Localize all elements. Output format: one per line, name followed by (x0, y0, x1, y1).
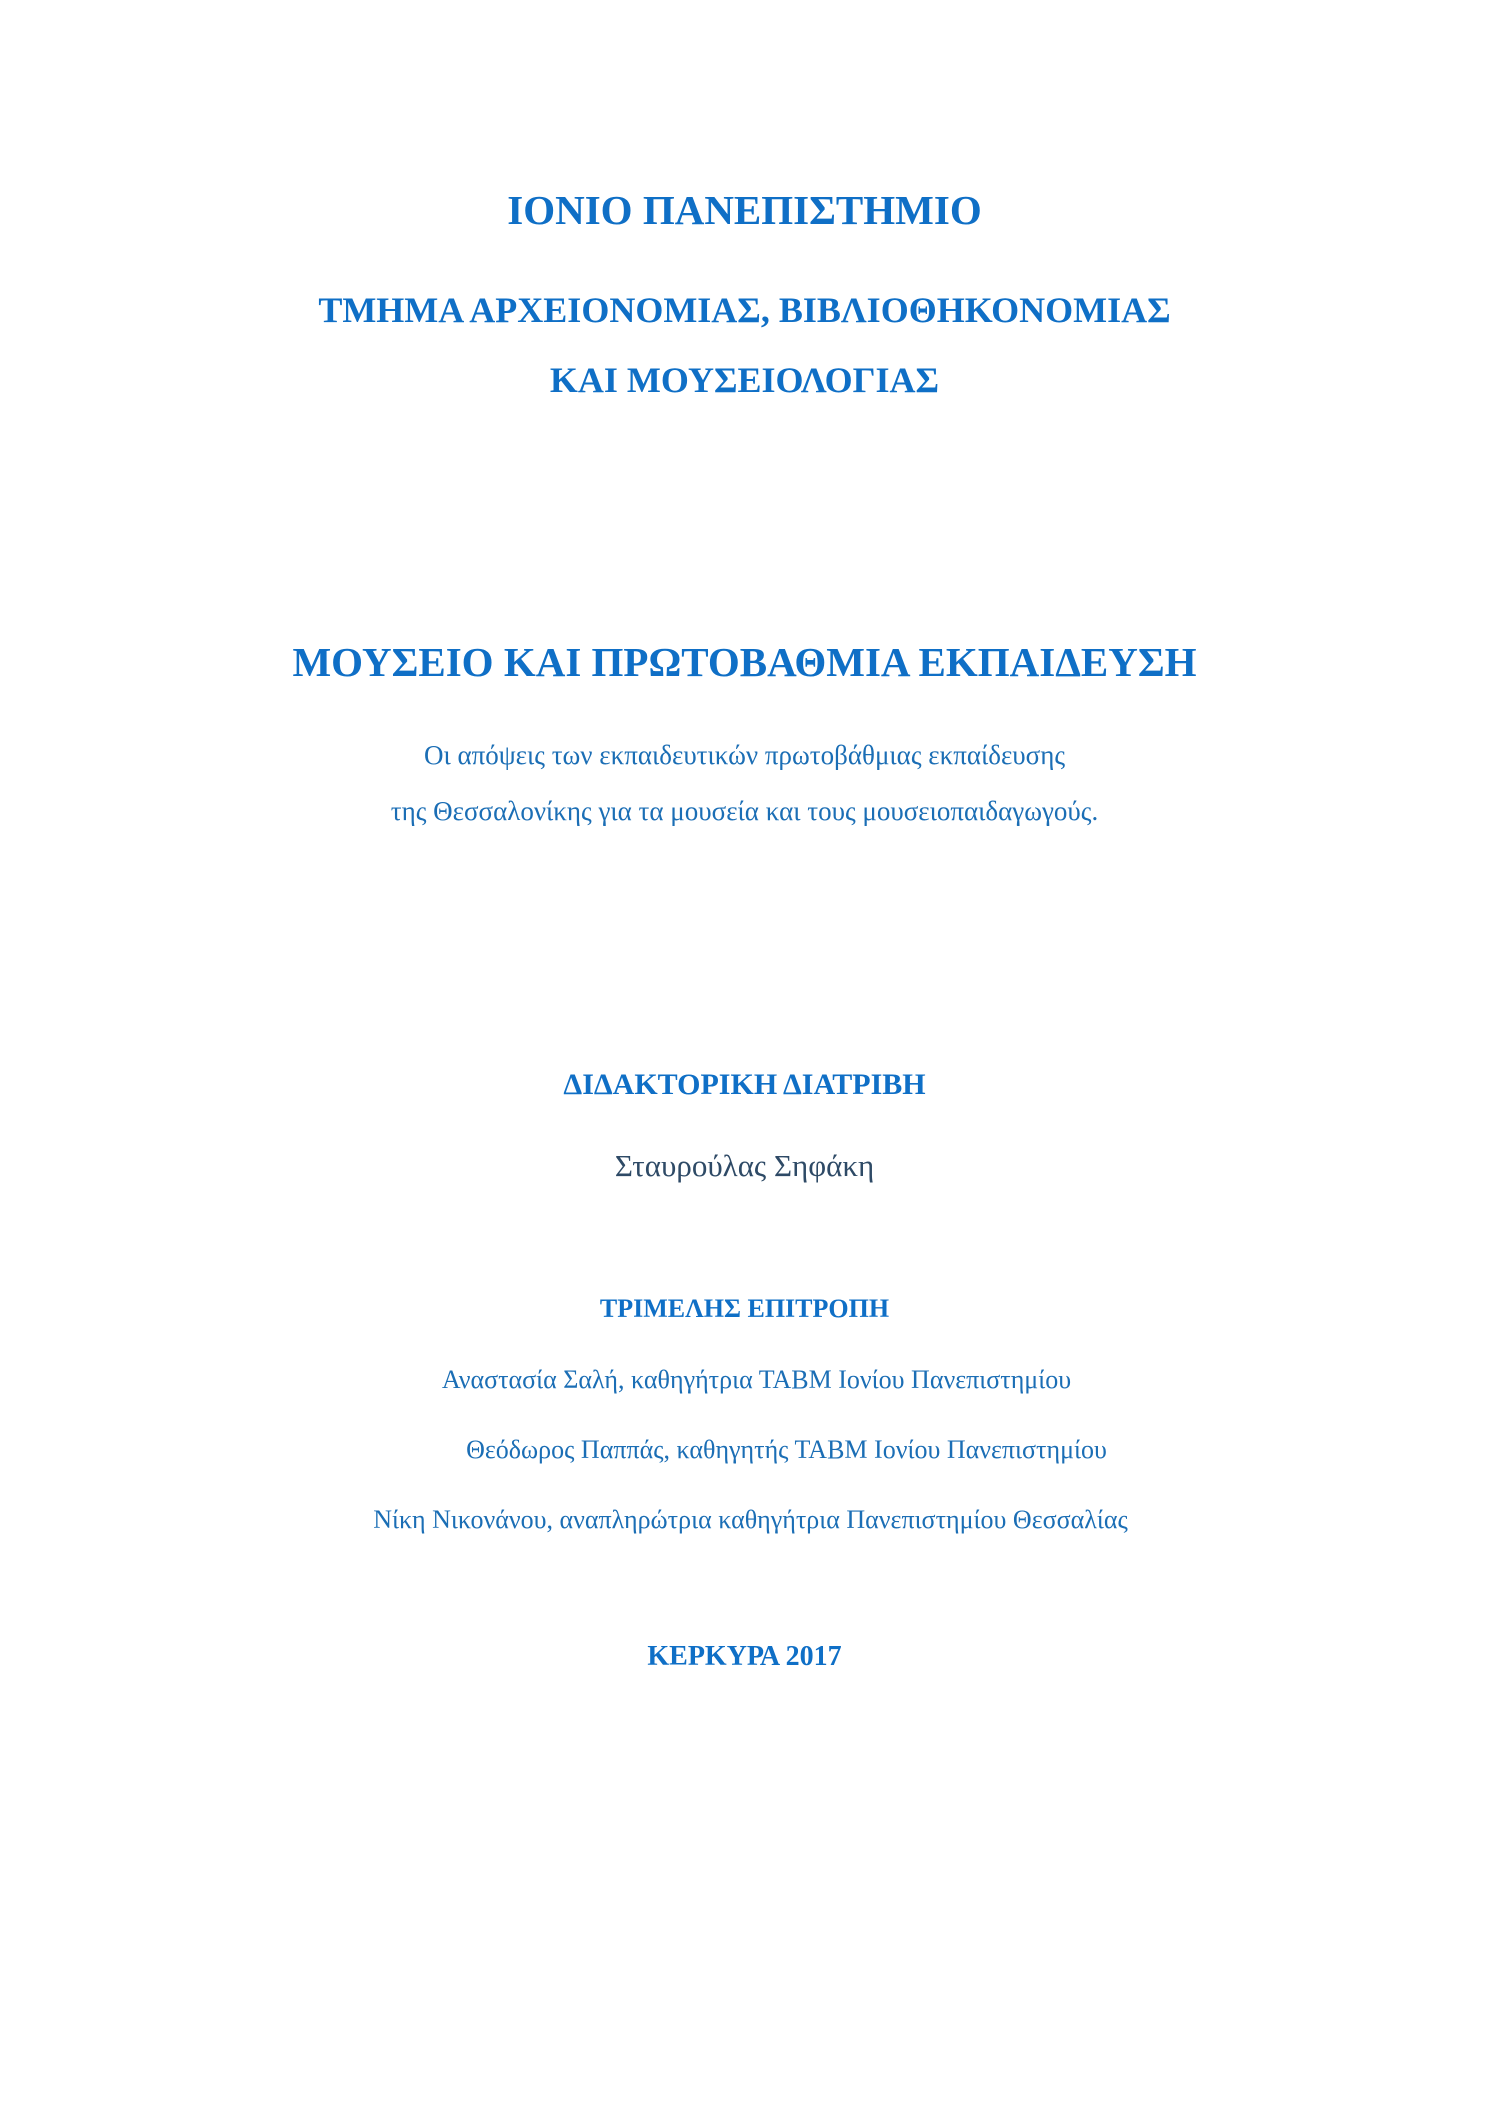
author-name: Σταυρούλας Σηφάκη (614, 1148, 875, 1183)
department-name-line-2: ΚΑΙ ΜΟΥΣΕΙΟΛΟΓΙΑΣ (549, 360, 940, 400)
committee-heading: ΤΡΙΜΕΛΗΣ ΕΠΙΤΡΟΠΗ (599, 1294, 890, 1323)
committee-member: Θεόδωρος Παππάς, καθηγητής ΤΑΒΜ Ιονίου Πανεπιστημίου (466, 1435, 1107, 1464)
thesis-subtitle-line-2: της Θεσσαλονίκης για τα μουσεία και τους μουσειοπαιδαγωγούς. (390, 796, 1099, 826)
committee-member: Νίκη Νικονάνου, αναπληρώτρια καθηγήτρια Πανεπιστημίου Θεσσαλίας (373, 1505, 1128, 1534)
thesis-title: ΜΟΥΣΕΙΟ ΚΑΙ ΠΡΩΤΟΒΑΘΜΙΑ ΕΚΠΑΙΔΕΥΣΗ (292, 639, 1197, 685)
thesis-subtitle-line-1: Οι απόψεις των εκπαιδευτικών πρωτοβάθμιας εκπαίδευσης (423, 740, 1066, 770)
university-name: ΙΟΝΙΟ ΠΑΝΕΠΙΣΤΗΜΙΟ (507, 187, 982, 233)
department-name-line-1: ΤΜΗΜΑ ΑΡΧΕΙΟΝΟΜΙΑΣ, ΒΙΒΛΙΟΘΗΚΟΝΟΜΙΑΣ (318, 290, 1171, 330)
document-type: ΔΙΔΑΚΤΟΡΙΚΗ ΔΙΑΤΡΙΒΗ (563, 1068, 926, 1101)
committee-member: Αναστασία Σαλή, καθηγήτρια ΤΑΒΜ Ιονίου Πανεπιστημίου (441, 1365, 1072, 1394)
place-and-year: ΚΕΡΚΥΡΑ 2017 (647, 1641, 842, 1672)
